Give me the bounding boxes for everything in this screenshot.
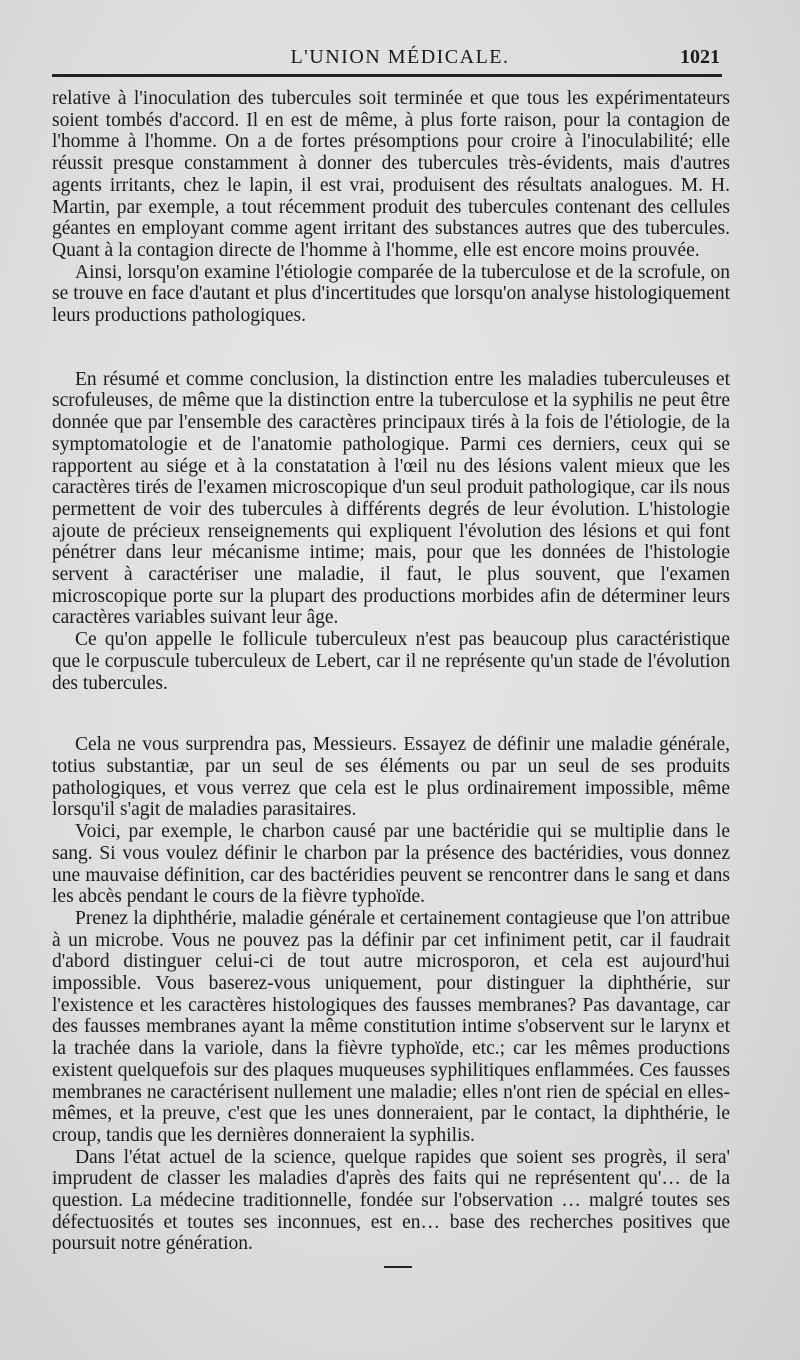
paragraph: Cela ne vous surprendra pas, Messieurs. Essayez de définir une maladie générale, totius substantiæ, par un seul de ses éléments ou par un seul de ses produits pathologiques, et vous verrez que cela est le plus ordinairement impossible, même lorsqu'il s'agit de maladies parasitaires. [52, 734, 730, 821]
paragraph: Dans l'état actuel de la science, quelque rapides que soient ses progrès, il sera' imprudent de classer les maladies d'après des faits qui ne représentent qu'… de la question. La médecine traditionnelle, fondée sur l'observation … malgré toutes ses défectuosités et toutes ses inconnues, est en… base des recherches positives que poursuit notre génération. [52, 1146, 730, 1255]
paragraph: Ce qu'on appelle le follicule tuberculeux n'est pas beaucoup plus caractéristique que le corpuscule tuberculeux de Lebert, car il ne représente qu'un stade de l'évolution des tubercules. [52, 629, 730, 694]
paragraph: En résumé et comme conclusion, la distinction entre les maladies tuberculeuses et scrofuleuses, de même que la distinction entre la tuberculose et la syphilis ne peut être donnée que par l'ensemble des caractères principaux tirés à la fois de l'étiologie, de la symptomatologie et de l'anatomie pathologique. Parmi ces derniers, ceux qui se rapportent au siége et à la constatation à l'œil nu des lésions valent mieux que les caractères tirés de l'examen microscopique d'un seul produit pathologique, car ils nous permettent de voir des tubercules à différents degrés de leur évolution. L'histologie ajoute de précieux renseignements qui expliquent l'évolution des lésions et qui font pénétrer dans leur mécanisme intime; mais, pour que les données de l'histologie servent à caractériser une maladie, il faut, le plus souvent, que l'examen microscopique porte sur la plupart des productions morbides afin de déterminer leurs caractères variables suivant leur âge. [52, 368, 730, 629]
header-rule [52, 74, 722, 77]
page-number: 1021 [680, 46, 720, 68]
paragraph: Prenez la diphthérie, maladie générale et certainement contagieuse que l'on attribue à un microbe. Vous ne pouvez pas la définir par cet infiniment petit, car il faudrait d'abord distinguer celui-ci de tout autre microsporon, et cela est aujourd'hui impossible. Vous baserez-vous uniquement, pour distinguer la diphthérie, sur l'existence et les caractères histologiques des fausses membranes? Pas davantage, car des fausses membranes ayant la même constitution intime s'observent sur le larynx et la trachée dans la variole, dans la fièvre typhoïde, etc.; car les mêmes productions existent quelquefois sur des plaques muqueuses syphilitiques enflammées. Ces fausses membranes ne caractérisent nullement une maladie; elles n'ont rien de spécial en elles-mêmes, et la preuve, c'est que les unes donneraient, par le contact, la diphthérie, le croup, tandis que les dernières donneraient la syphilis. [52, 907, 730, 1146]
end-rule [384, 1266, 412, 1268]
paragraph: Ainsi, lorsqu'on examine l'étiologie comparée de la tuberculose et de la scrofule, on se trouve en face d'autant et plus d'incertitudes que lorsqu'on analyse histologiquement leurs productions pathologiques. [52, 261, 730, 327]
article-body [52, 88, 730, 1255]
running-title: L'UNION MÉDICALE. [290, 46, 510, 68]
page-header [0, 46, 800, 74]
paragraph: Voici, par exemple, le charbon causé par une bactéridie qui se multiplie dans le sang. Si vous voulez définir le charbon par la présence des bactéridies, vous donnez une mauvaise définition, car des bactéridies peuvent se rencontrer dans le sang et dans les abcès pendant le cours de la fièvre typhoïde. [52, 821, 730, 908]
section-gap [52, 694, 730, 734]
paragraph: relative à l'inoculation des tubercules soit terminée et que tous les expérimentateurs soient tombés d'accord. Il en est de même, à plus forte raison, pour la contagion de l'homme à l'homme. On a de fortes présomptions pour croire à l'inoculabilité; elle réussit presque constamment à donner des tubercules très-évidents, mais d'autres agents irritants, chez le lapin, il est vrai, produisent des résultats analogues. M. H. Martin, par exemple, a tout récemment produit des tubercules contenant des cellules géantes en employant comme agent irritant des substances autres que des tubercules. Quant à la contagion directe de l'homme à l'homme, elle est encore moins prouvée. [52, 88, 730, 261]
section-gap [52, 327, 730, 369]
